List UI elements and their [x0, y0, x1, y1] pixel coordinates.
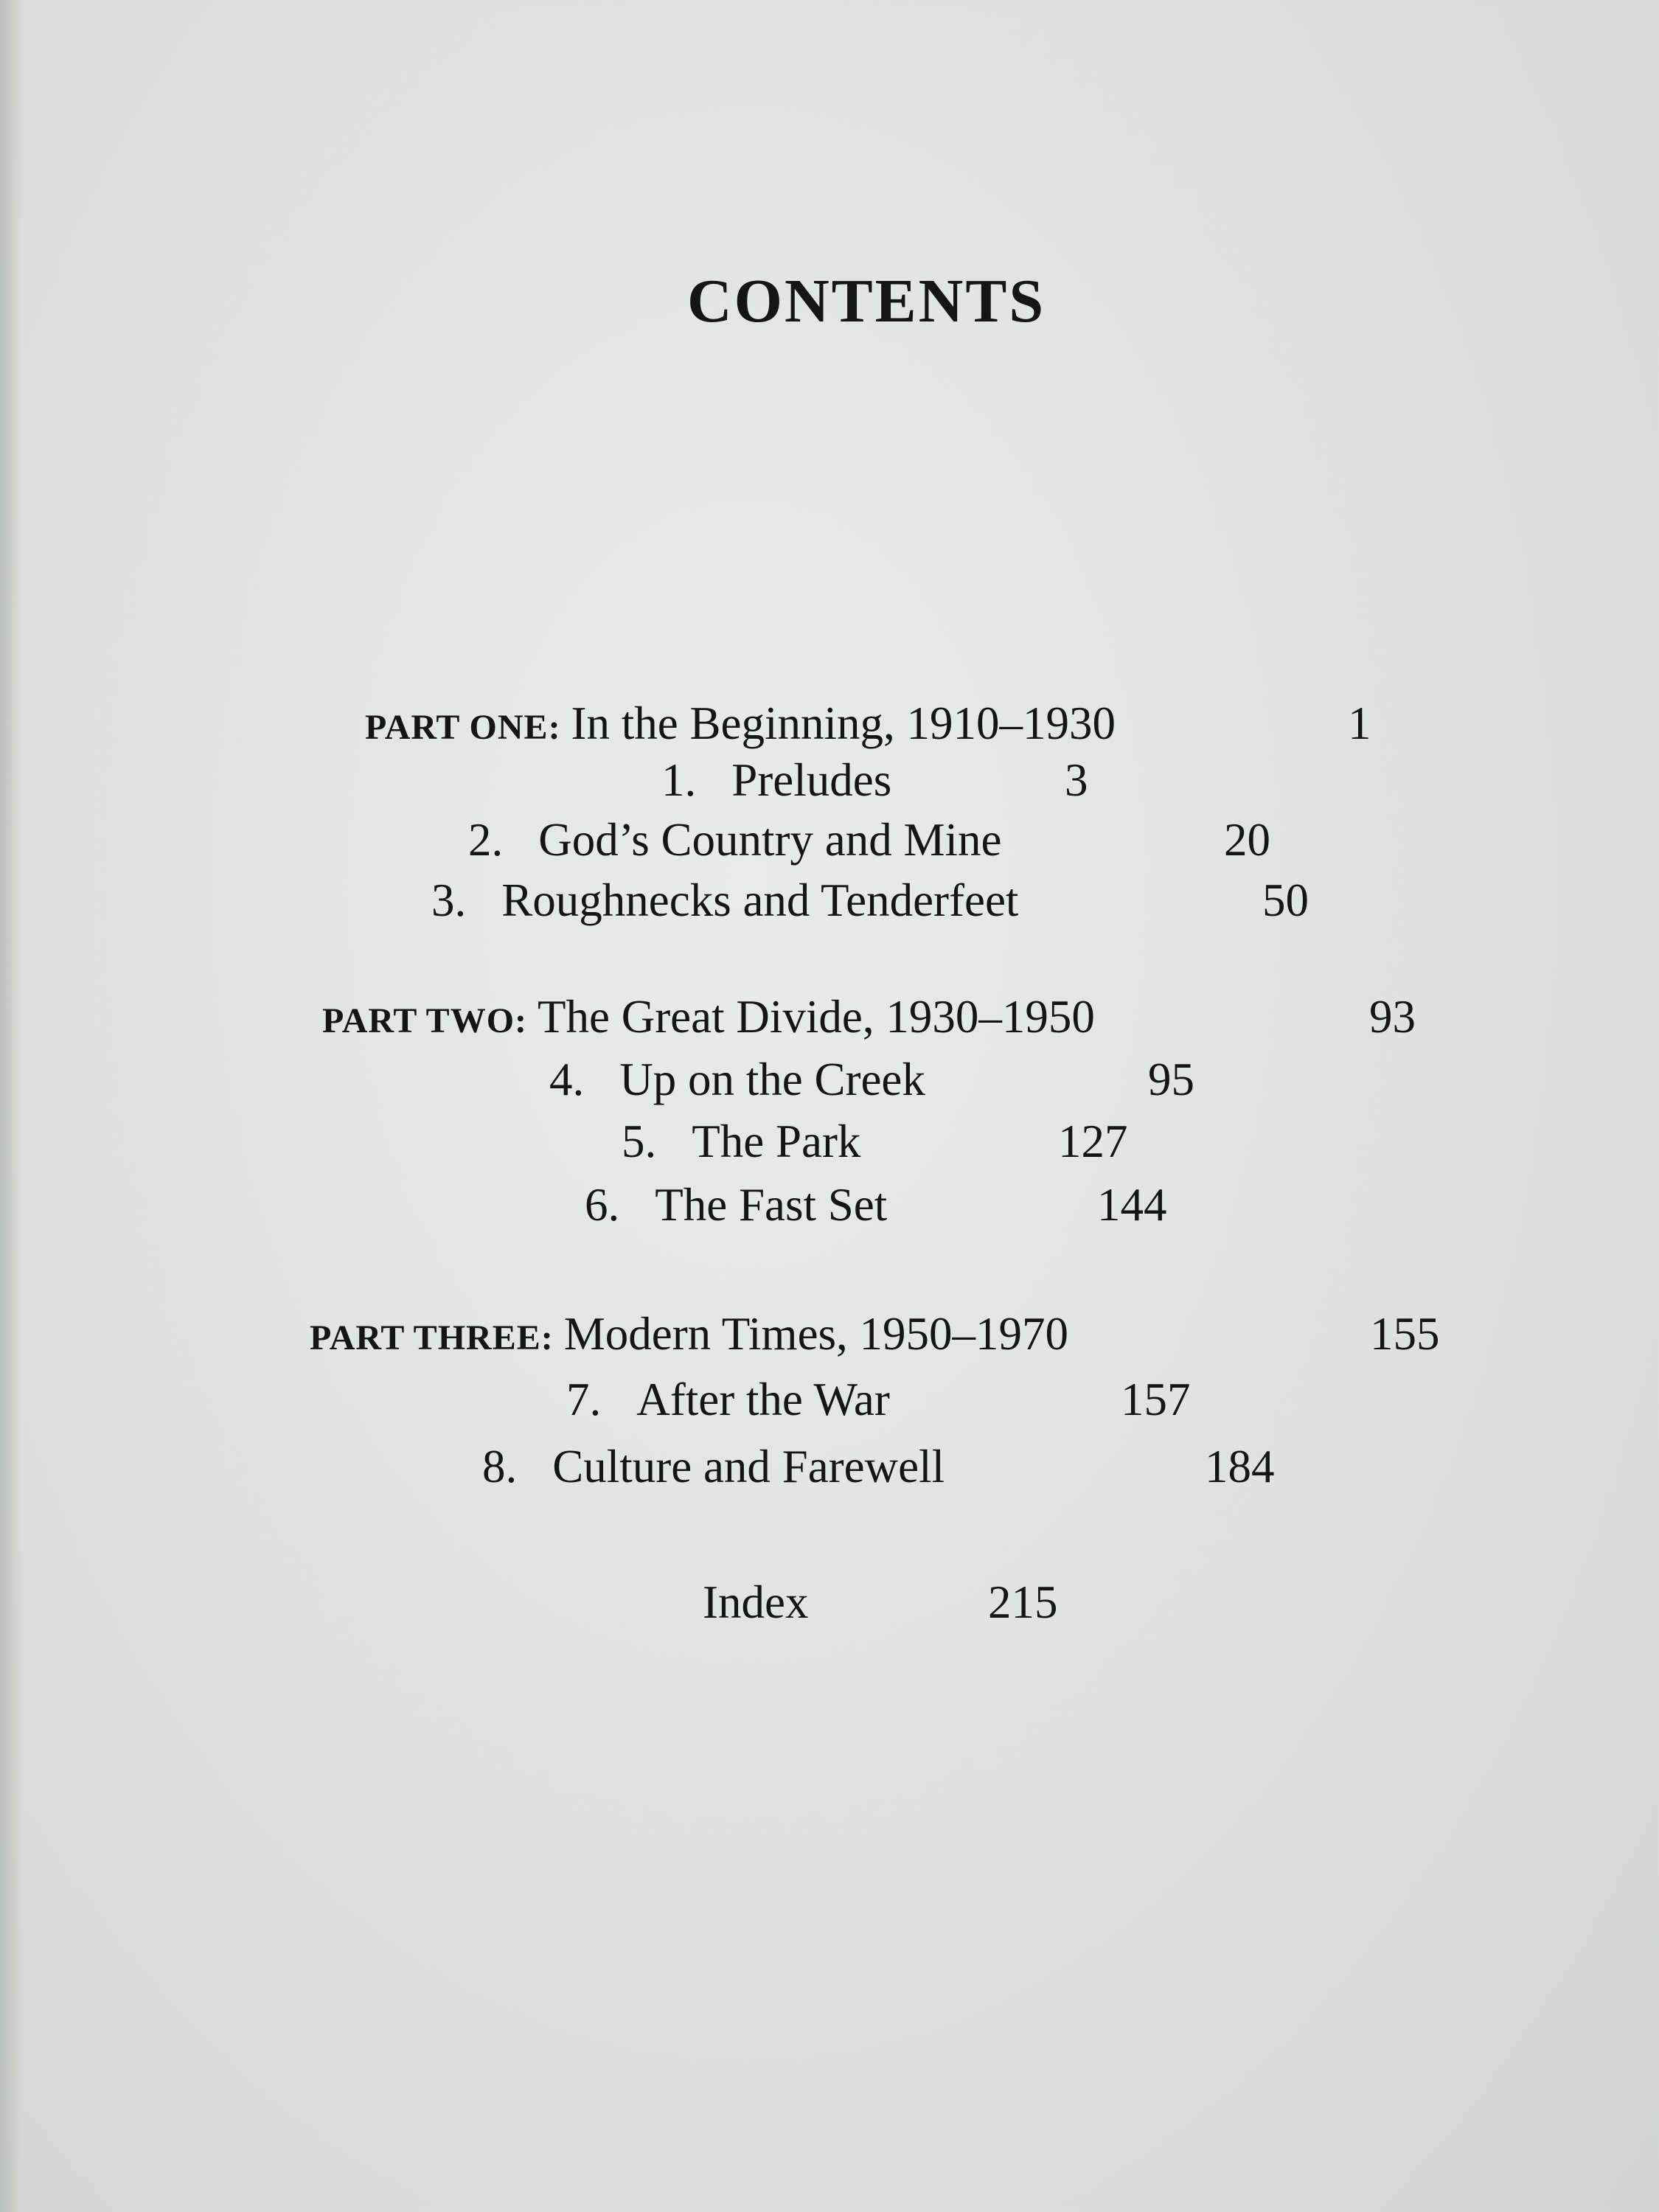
chapter-entry — [622, 1116, 861, 1167]
chapter-number: 7. — [566, 1374, 602, 1425]
part-page-number: 1 — [1348, 698, 1371, 749]
chapter-entry — [585, 1179, 888, 1231]
chapter-page-number: 3 — [1065, 754, 1088, 806]
part-one-entry — [365, 700, 1116, 747]
chapter-title: The Fast Set — [655, 1179, 888, 1231]
chapter-entry — [482, 1441, 945, 1492]
chapter-number: 4. — [549, 1054, 585, 1105]
chapter-entry — [431, 874, 1019, 926]
chapter-title: After the War — [636, 1374, 890, 1425]
index-label: Index — [703, 1576, 809, 1628]
part-title: The Great Divide, 1930–1950 — [538, 991, 1095, 1043]
contents-heading: CONTENTS — [686, 267, 1046, 335]
part-three-entry — [310, 1308, 1069, 1360]
chapter-number: 6. — [585, 1179, 620, 1231]
chapter-entry — [566, 1374, 890, 1425]
chapter-entry — [661, 754, 892, 806]
index-page-number: 215 — [988, 1576, 1058, 1628]
chapter-title: Preludes — [731, 754, 892, 806]
chapter-page-number: 144 — [1097, 1179, 1167, 1231]
chapter-title: Culture and Farewell — [552, 1441, 945, 1492]
chapter-entry — [468, 814, 1002, 866]
chapter-number: 8. — [482, 1441, 518, 1492]
part-label: PART TWO: — [322, 1001, 528, 1040]
chapter-page-number: 184 — [1205, 1441, 1275, 1492]
chapter-title: The Park — [692, 1116, 861, 1167]
chapter-number: 3. — [431, 874, 467, 926]
chapter-page-number: 127 — [1058, 1116, 1128, 1167]
chapter-page-number: 50 — [1262, 874, 1309, 926]
part-two-entry — [322, 991, 1095, 1043]
chapter-page-number: 20 — [1224, 814, 1270, 866]
chapter-entry — [549, 1054, 925, 1105]
part-page-number: 93 — [1369, 991, 1416, 1043]
chapter-title: God’s Country and Mine — [538, 814, 1002, 866]
chapter-number: 5. — [622, 1116, 657, 1167]
chapter-number: 2. — [468, 814, 504, 866]
part-label: PART ONE: — [365, 708, 561, 747]
part-label: PART THREE: — [310, 1318, 554, 1357]
part-title: Modern Times, 1950–1970 — [563, 1308, 1069, 1360]
chapter-title: Roughnecks and Tenderfeet — [501, 874, 1019, 926]
chapter-title: Up on the Creek — [619, 1054, 925, 1105]
part-page-number: 155 — [1370, 1308, 1440, 1360]
part-title: In the Beginning, 1910–1930 — [571, 698, 1116, 749]
chapter-number: 1. — [661, 754, 697, 806]
chapter-page-number: 95 — [1148, 1054, 1194, 1105]
chapter-page-number: 157 — [1121, 1374, 1191, 1425]
